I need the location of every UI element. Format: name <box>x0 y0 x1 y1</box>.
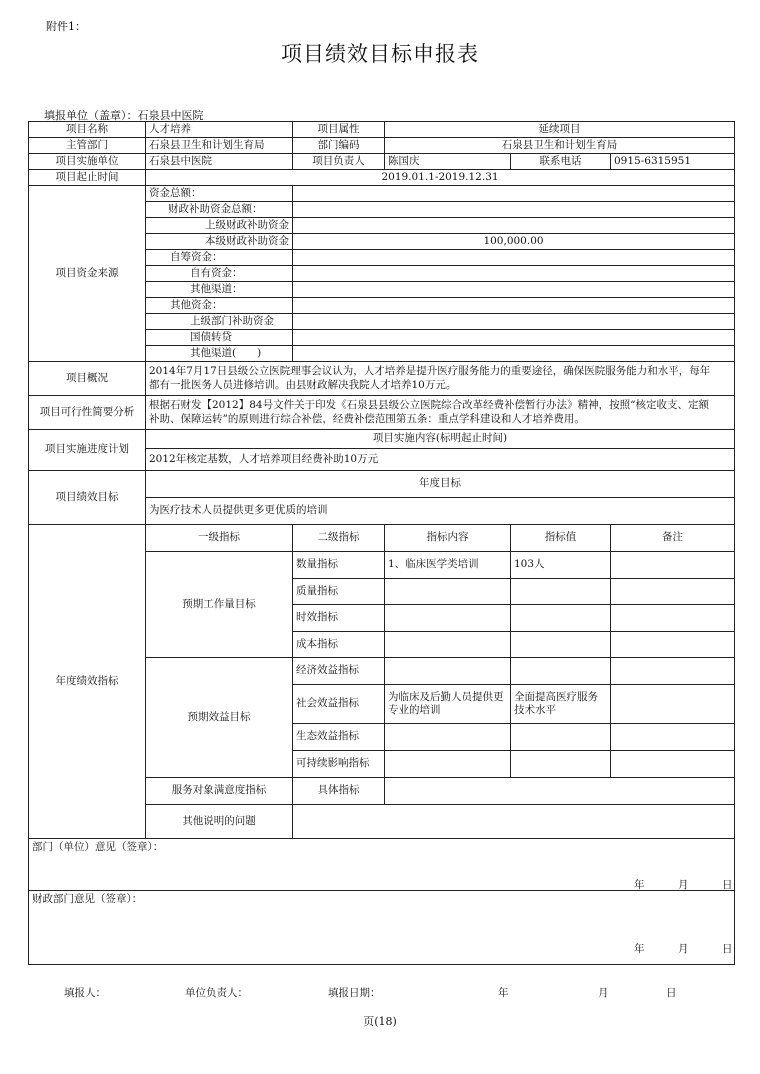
sustainable-note <box>611 751 735 778</box>
quality-label: 质量指标 <box>293 579 385 605</box>
cost-note <box>611 632 735 658</box>
annual-label: 年度绩效指标 <box>29 525 146 839</box>
overview-label: 项目概况 <box>29 362 146 396</box>
project-attr-value: 延续项目 <box>385 122 735 138</box>
quality-value <box>511 579 611 605</box>
other-funds-label: 其他资金： <box>146 298 293 314</box>
finance-opinion-cell <box>29 891 735 965</box>
timeliness-value <box>511 605 611 632</box>
quantity-label: 数量指标 <box>293 552 385 579</box>
finance-opinion-day: 日 <box>722 943 733 955</box>
other-channel2-label: 其他渠道( ) <box>146 346 293 362</box>
impl-unit-label: 项目实施单位 <box>29 154 146 170</box>
timeliness-content <box>385 605 511 632</box>
social-label: 社会效益指标 <box>293 685 385 724</box>
funding-label: 项目资金来源 <box>29 186 146 362</box>
local-fiscal-label: 本级财政补助资金 <box>146 234 293 250</box>
ecological-value <box>511 724 611 751</box>
footer-year: 年 <box>498 987 509 999</box>
ecological-content <box>385 724 511 751</box>
feasibility-label: 项目可行性简要分析 <box>29 396 146 430</box>
dept-opinion-label: 部门（单位）意见（签章）： <box>32 841 164 853</box>
timeliness-label: 时效指标 <box>293 605 385 632</box>
funding-total-value <box>293 186 735 202</box>
cost-value <box>511 632 611 658</box>
benefit-target-label: 预期效益目标 <box>146 658 293 778</box>
upper-dept-label: 上级部门补助资金 <box>146 314 293 330</box>
self-funds-label: 自筹资金： <box>146 250 293 266</box>
dept-opinion-year: 年 <box>634 879 645 891</box>
impl-unit-value: 石泉县中医院 <box>146 154 293 170</box>
cost-label: 成本指标 <box>293 632 385 658</box>
overview-text: 2014年7月17日县级公立医院理事会议认为，人才培养是提升医疗服务能力的重要途径，确保医院服务能力和水平，每年 都有一批医务人员进修培训。由县财政解决我院人才培养10万元。 <box>146 362 735 396</box>
project-attr-label: 项目属性 <box>293 122 385 138</box>
owner-value: 陈国庆 <box>385 154 511 170</box>
bond-value <box>293 330 735 346</box>
local-fiscal-value: 100,000.00 <box>293 234 735 250</box>
upper-fiscal-label: 上级财政补助资金 <box>146 218 293 234</box>
project-name-label: 项目名称 <box>29 122 146 138</box>
dept-code-value: 石泉县卫生和计划生育局 <box>385 138 735 154</box>
own-funds-label: 自有资金： <box>146 266 293 282</box>
quality-content <box>385 579 511 605</box>
attachment-label: 附件1： <box>46 20 86 33</box>
application-form-table <box>28 121 735 965</box>
footer-filler: 填报人： <box>64 987 106 999</box>
page-title: 项目绩效目标申报表 <box>281 42 479 66</box>
header-content: 指标内容 <box>385 525 511 552</box>
header-note: 备注 <box>611 525 735 552</box>
header-level2: 二级指标 <box>293 525 385 552</box>
ecological-note <box>611 724 735 751</box>
cost-content <box>385 632 511 658</box>
footer-fill-date: 填报日期： <box>328 987 381 999</box>
fiscal-total-label: 财政补助资金总额： <box>146 202 293 218</box>
project-name-value: 人才培养 <box>146 122 293 138</box>
social-value: 全面提高医疗服务技术水平 <box>511 685 611 724</box>
quantity-value: 103人 <box>511 552 611 579</box>
own-funds-value <box>293 266 735 282</box>
upper-dept-value <box>293 314 735 330</box>
feasibility-text: 根据石财发【2012】84号文件关于印发《石泉县县级公立医院综合改革经费补偿暂行办法》精神，按照“核定收支、定额 补助、保障运转”的原则进行综合补偿，经费补偿范围第五条：重点学科建设和人才培养费用。 <box>146 396 735 430</box>
goal-text: 为医疗技术人员提供更多更优质的培训 <box>146 498 735 525</box>
goal-header: 年度目标 <box>146 471 735 498</box>
owner-label: 项目负责人 <box>293 154 385 170</box>
phone-value: 0915-6315951 <box>611 154 735 170</box>
dept-opinion-day: 日 <box>722 879 733 891</box>
self-funds-value <box>293 250 735 266</box>
schedule-text: 2012年核定基数，人才培养项目经费补助10万元 <box>146 449 735 471</box>
economic-label: 经济效益指标 <box>293 658 385 685</box>
schedule-header: 项目实施内容(标明起止时间) <box>146 430 735 449</box>
other-value <box>293 805 735 839</box>
dept-opinion-cell <box>29 839 735 891</box>
dept-value: 石泉县卫生和计划生育局 <box>146 138 293 154</box>
quantity-note <box>611 552 735 579</box>
other-channel2-value <box>293 346 735 362</box>
ecological-label: 生态效益指标 <box>293 724 385 751</box>
social-content: 为临床及后勤人员提供更专业的培训 <box>385 685 511 724</box>
sustainable-value <box>511 751 611 778</box>
economic-content <box>385 658 511 685</box>
upper-fiscal-value <box>293 218 735 234</box>
other-funds-value <box>293 298 735 314</box>
social-note <box>611 685 735 724</box>
bond-label: 国债转贷 <box>146 330 293 346</box>
finance-opinion-year: 年 <box>634 943 645 955</box>
goal-label: 项目绩效目标 <box>29 471 146 525</box>
footer-unit-head: 单位负责人： <box>185 987 248 999</box>
fiscal-total-value <box>293 202 735 218</box>
schedule-label: 项目实施进度计划 <box>29 430 146 471</box>
phone-label: 联系电话 <box>511 154 611 170</box>
dept-opinion-month: 月 <box>678 879 689 891</box>
sustainable-content <box>385 751 511 778</box>
satisfaction-label: 服务对象满意度指标 <box>146 778 293 805</box>
work-target-label: 预期工作量目标 <box>146 552 293 658</box>
page-number: 页(18) <box>363 1015 397 1028</box>
other-label: 其他说明的问题 <box>146 805 293 839</box>
other-channel-label: 其他渠道： <box>146 282 293 298</box>
other-channel-value <box>293 282 735 298</box>
timeliness-note <box>611 605 735 632</box>
footer-day: 日 <box>666 987 677 999</box>
satisfaction-value <box>385 778 735 805</box>
footer-month: 月 <box>598 987 609 999</box>
finance-opinion-month: 月 <box>678 943 689 955</box>
sustainable-label: 可持续影响指标 <box>293 751 385 778</box>
funding-total-label: 资金总额： <box>146 186 293 202</box>
header-level1: 一级指标 <box>146 525 293 552</box>
period-label: 项目起止时间 <box>29 170 146 186</box>
economic-value <box>511 658 611 685</box>
finance-opinion-label: 财政部门意见（签章）： <box>32 893 143 905</box>
dept-label: 主管部门 <box>29 138 146 154</box>
filling-unit-label: 填报单位（盖章）： <box>44 109 138 122</box>
dept-code-label: 部门编码 <box>293 138 385 154</box>
quantity-content: 1、临床医学类培训 <box>385 552 511 579</box>
period-value: 2019.01.1-2019.12.31 <box>146 170 735 186</box>
quality-note <box>611 579 735 605</box>
economic-note <box>611 658 735 685</box>
specific-label: 具体指标 <box>293 778 385 805</box>
filling-unit-value: 石泉县中医院 <box>137 109 204 122</box>
header-value: 指标值 <box>511 525 611 552</box>
